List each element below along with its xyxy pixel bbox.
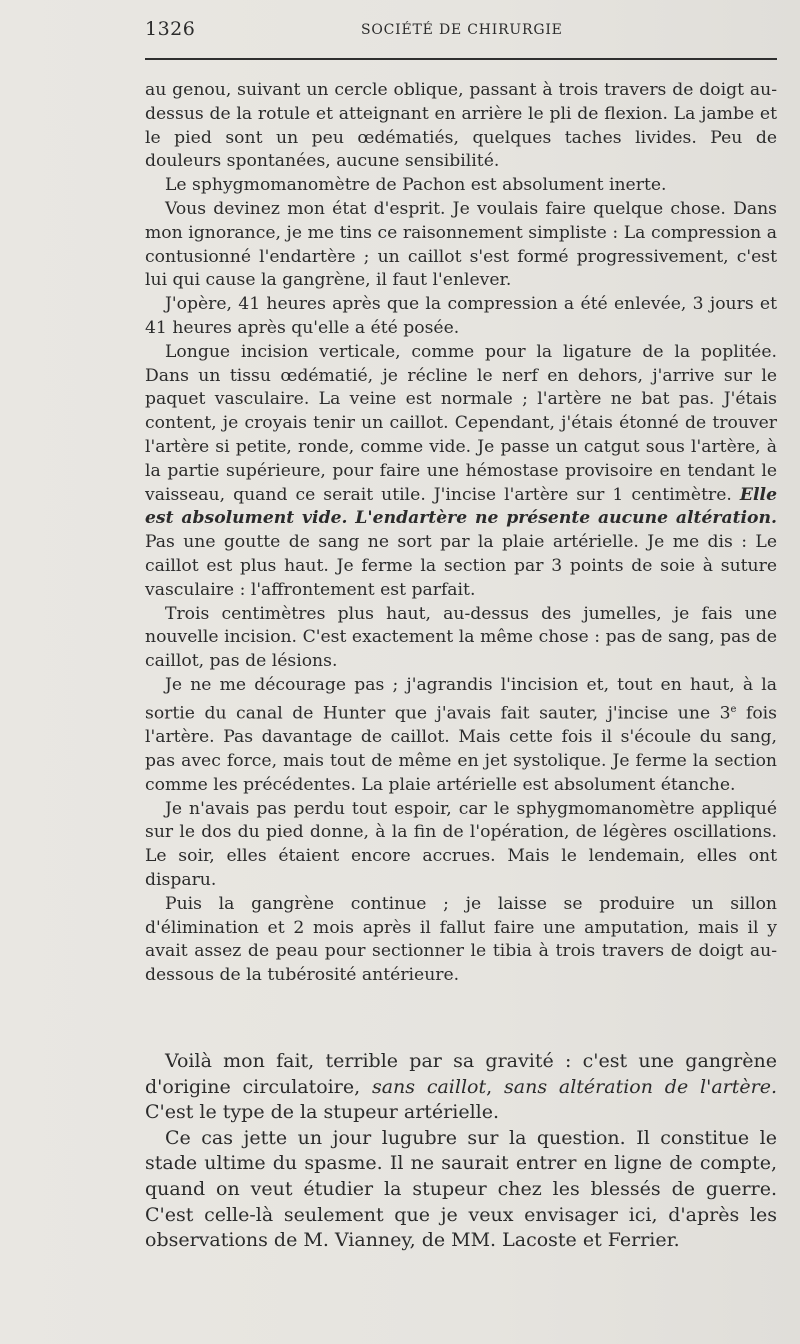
header-rule [145, 58, 777, 60]
paragraph [145, 1049, 777, 1126]
text-run: fois l'artère. Pas davantage de caillot. Mais cette fois il s'écoule du sang, pas avec force, mais tout de même en jet systolique. Je ferme la section comme les précédentes. La plaie artérielle est absolument étanche. [145, 703, 777, 795]
paragraph: Trois centimètres plus haut, au-dessus des jumelles, je fais une nouvelle incision. C'est exactement la même chose : pas de sang, pas de caillot, pas de lésions. [145, 603, 777, 672]
italic-emphasis: Elle est absolument vide. L'endartère ne présente aucune altération. [145, 484, 778, 529]
text-run: , [486, 1075, 504, 1098]
superscript: e [730, 703, 737, 715]
paragraph: J'opère, 41 heures après que la compression a été enlevée, 3 jours et 41 heures après qu'elle a été posée. [145, 294, 777, 338]
text-run: Longue incision verticale, comme pour la ligature de la poplitée. Dans un tissu œdématié, je récline le nerf en dehors, j'arrive sur le paquet vasculaire. La veine est normale ; l'artère ne bat pas. J'étais content, je croyais tenir un caillot. Cependant, j'étais étonné de trouver l'artère si petite, ronde, comme vide. Je passe un catgut sous l'artère, à la partie supérieure, pour faire une hémostase provisoire en tendant le vaisseau, quand ce serait utile. J'incise l'artère sur 1 centimètre. [145, 341, 777, 505]
paragraph: au genou, suivant un cercle oblique, passant à trois travers de doigt au-dessus de la rotule et atteignant en arrière le pli de flexion. La jambe et le pied sont un peu œdématiés, quelques taches livides. Peu de douleurs spontanées, aucune sensibilité. [145, 80, 777, 172]
running-head: SOCIÉTÉ DE CHIRURGIE [361, 22, 563, 38]
page-header [145, 16, 778, 44]
paragraph [145, 674, 777, 798]
italic-emphasis: sans caillot [371, 1075, 487, 1098]
paragraph: Puis la gangrène continue ; je laisse se produire un sillon d'élimination et 2 mois après il fallut faire une amputation, mais il y avait assez de peau pour sectionner le tibia à trois travers de doigt au-dessous de la tubérosité antérieure. [145, 893, 777, 986]
text-run: C'est le type de la stupeur artérielle. [145, 1101, 500, 1124]
italic-emphasis: sans altération de l'artère. [504, 1075, 777, 1098]
text-run: Voilà mon fait, terrible par sa gravité : c'est une gangrène d'origine circulatoire, [145, 1050, 777, 1098]
paragraph: Je n'avais pas perdu tout espoir, car le sphygmomanomètre appliqué sur le dos du pied donne, à la fin de l'opération, de légères oscillations. Le soir, elles étaient encore accrues. Mais le lendemain, elles ont disparu. [145, 798, 777, 891]
text-run: Je ne me décourage pas ; j'agrandis l'incision et, tout en haut, à la sortie du canal de Hunter que j'avais fait sauter, j'incise une 3 [145, 674, 777, 724]
conclusion-text [145, 1049, 777, 1254]
paragraph: Vous devinez mon état d'esprit. Je voulais faire quelque chose. Dans mon ignorance, je me tins ce raisonnement simpliste : La compression a contusionné l'endartère ; un caillot s'est formé progressivement, c'est lui qui cause la gangrène, il faut l'enlever. [145, 198, 777, 291]
paragraph [145, 341, 777, 603]
paragraph: Ce cas jette un jour lugubre sur la question. Il constitue le stade ultime du spasme. Il ne saurait entrer en ligne de compte, quand on veut étudier la stupeur chez les blessés de guerre. C'est celle-là seulement que je veux envisager ici, d'après les observations de M. Vianney, de MM. Lacoste et Ferrier. [145, 1126, 777, 1252]
observation-text [145, 79, 777, 988]
page-number: 1326 [145, 18, 196, 40]
text-run: Pas une goutte de sang ne sort par la plaie artérielle. Je me dis : Le caillot est plus haut. Je ferme la section par 3 points de soie à suture vasculaire : l'affrontement est parfait. [145, 532, 777, 600]
paragraph: Le sphygmomanomètre de Pachon est absolument inerte. [165, 175, 667, 196]
